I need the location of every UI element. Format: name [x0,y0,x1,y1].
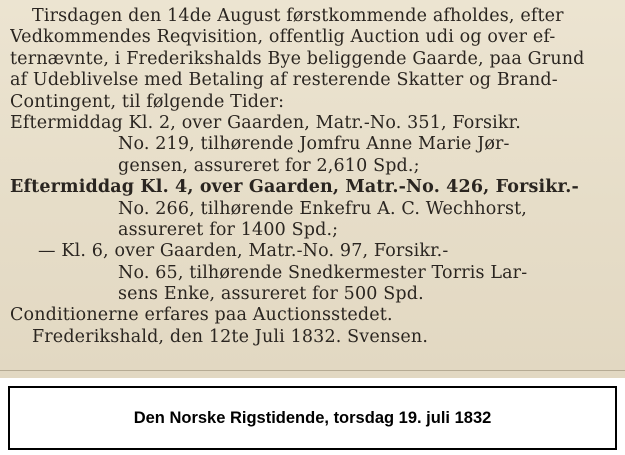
notice-line: Contingent, til følgende Tider: [10,91,285,112]
caption-box [8,386,617,450]
clipping-edge [0,370,625,371]
notice-line: Conditionerne erfares paa Auctionsstedet. [10,305,393,326]
notice-line: sens Enke, assureret for 500 Spd. [118,284,424,305]
notice-line: Vedkommendes Reqvisition, offentlig Auction udi og over ef- [10,27,556,48]
notice-line: — Kl. 6, over Gaarden, Matr.-No. 97, Forsikr.- [38,241,449,262]
notice-line: gensen, assureret for 2,610 Spd.; [118,155,420,176]
notice-line: af Udeblivelse med Betaling af resterende Skatter og Brand- [10,70,558,91]
notice-line: No. 65, tilhørende Snedkermester Torris Lar- [118,262,528,283]
notice-line: Tirsdagen den 14de August førstkommende afholdes, efter [32,6,564,26]
caption-text: Den Norske Rigstidende, torsdag 19. juli 1832 [133,408,492,427]
notice-line: Frederikshald, den 12te Juli 1832. Svensen. [32,326,429,347]
auction-notice [10,6,615,348]
notice-line: Eftermiddag Kl. 2, over Gaarden, Matr.-No. 351, Forsikr. [10,112,521,133]
notice-line: No. 266, tilhørende Enkefru A. C. Wechhorst, [118,198,528,219]
notice-line: assureret for 1400 Spd.; [118,219,339,240]
notice-line: No. 219, tilhørende Jomfru Anne Marie Jør- [118,134,510,155]
notice-line: ternævnte, i Frederikshalds Bye beliggende Gaarde, paa Grund [10,48,585,69]
notice-line: Eftermiddag Kl. 4, over Gaarden, Matr.-No. 426, Forsikr.- [10,177,579,198]
